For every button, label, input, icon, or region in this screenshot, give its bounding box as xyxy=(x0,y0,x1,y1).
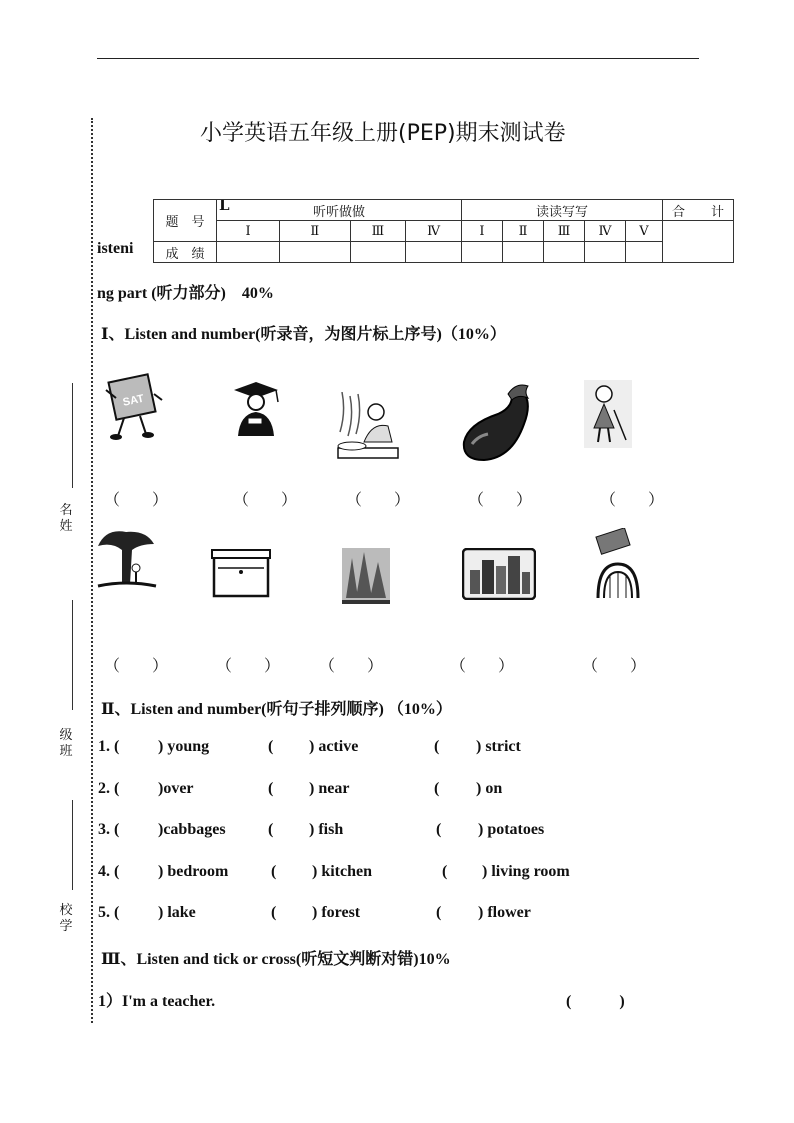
score-cell[interactable] xyxy=(585,242,626,263)
graduate-picture xyxy=(226,380,284,438)
score-cell[interactable] xyxy=(503,242,544,263)
open-paren[interactable]: ( xyxy=(271,863,277,880)
answer-blank[interactable]: （ ） xyxy=(104,490,169,509)
option-b: ) fish xyxy=(309,821,344,838)
side-label-school: 校学 xyxy=(59,903,73,934)
score-cell[interactable] xyxy=(544,242,585,263)
answer-blank[interactable]: （ ） xyxy=(468,490,533,509)
answer-blank[interactable]: （ ） xyxy=(450,656,515,675)
eggplant-picture xyxy=(458,378,538,464)
open-paren[interactable]: ( xyxy=(434,780,440,797)
answer-blank[interactable]: （ ） xyxy=(233,490,298,509)
option-a: )cabbages xyxy=(158,821,226,838)
tree-picture xyxy=(96,528,158,590)
open-paren[interactable]: ( xyxy=(436,821,442,838)
listen-col: Ⅰ xyxy=(217,221,280,242)
item-number: 3. ( xyxy=(98,821,120,838)
score-cell[interactable] xyxy=(462,242,503,263)
score-table xyxy=(153,199,734,263)
answer-blank[interactable]: ( ) xyxy=(566,993,625,1010)
side-label-name: 名姓 xyxy=(59,503,73,534)
forest-picture xyxy=(342,548,390,604)
option-c: ) on xyxy=(476,780,503,797)
sweeping-girl-picture xyxy=(584,380,632,448)
box-picture xyxy=(210,546,272,600)
score-cell[interactable] xyxy=(626,242,663,263)
bridge-picture xyxy=(592,528,644,600)
option-b: ) kitchen xyxy=(312,863,372,880)
city-picture xyxy=(462,548,536,600)
statement-1: 1）I'm a teacher. xyxy=(98,993,216,1010)
score-cell[interactable] xyxy=(406,242,462,263)
side-class-line xyxy=(72,600,73,710)
svg-text:SAT: SAT xyxy=(121,392,146,409)
answer-blank[interactable]: （ ） xyxy=(582,656,647,675)
option-b: ) active xyxy=(309,738,359,755)
listen-col: Ⅲ xyxy=(350,221,406,242)
row-label-number: 题 号 xyxy=(154,200,217,242)
score-cell[interactable] xyxy=(217,242,280,263)
stray-letter: L xyxy=(219,196,230,214)
open-paren[interactable]: ( xyxy=(442,863,448,880)
open-paren[interactable]: ( xyxy=(436,904,442,921)
answer-blank[interactable]: （ ） xyxy=(216,656,281,675)
option-b: ) near xyxy=(309,780,350,797)
option-b: ) forest xyxy=(312,904,361,921)
section1-title: Ⅰ、Listen and number(听录音，为图片标上序号)（10%） xyxy=(101,326,506,343)
option-a: ) lake xyxy=(158,904,196,921)
read-col: Ⅲ xyxy=(544,221,585,242)
item-number: 1. ( xyxy=(98,738,120,755)
option-c: ) flower xyxy=(478,904,531,921)
total-header: 合 计 xyxy=(663,200,734,221)
option-c: ) potatoes xyxy=(478,821,545,838)
read-col: Ⅳ xyxy=(585,221,626,242)
part-header: ng part (听力部分) 40% xyxy=(97,285,274,302)
score-cell[interactable] xyxy=(280,242,351,263)
option-c: ) living room xyxy=(482,863,570,880)
side-label-class: 级班 xyxy=(59,728,73,759)
open-paren[interactable]: ( xyxy=(268,780,274,797)
stray-fragment: isteni xyxy=(97,240,134,257)
open-paren[interactable]: ( xyxy=(271,904,277,921)
option-c: ) strict xyxy=(476,738,521,755)
answer-blank[interactable]: （ ） xyxy=(104,656,169,675)
read-col: Ⅴ xyxy=(626,221,663,242)
side-name-line xyxy=(72,383,73,488)
cooking-picture xyxy=(332,392,402,464)
item-number: 5. ( xyxy=(98,904,120,921)
read-col: Ⅱ xyxy=(503,221,544,242)
open-paren[interactable]: ( xyxy=(434,738,440,755)
row-label-score: 成 绩 xyxy=(154,242,217,263)
top-rule xyxy=(97,58,699,59)
answer-blank[interactable]: （ ） xyxy=(346,490,411,509)
item-number: 4. ( xyxy=(98,863,120,880)
read-col: Ⅰ xyxy=(462,221,503,242)
option-a: ) young xyxy=(158,738,210,755)
section2-title: Ⅱ、Listen and number(听句子排列顺序) （10%） xyxy=(101,701,452,718)
section3-title: Ⅲ、Listen and tick or cross(听短文判断对错)10% xyxy=(101,951,451,968)
listen-col: Ⅳ xyxy=(406,221,462,242)
side-school-line xyxy=(72,800,73,890)
total-cell[interactable] xyxy=(663,221,734,263)
open-paren[interactable]: ( xyxy=(268,738,274,755)
score-cell[interactable] xyxy=(350,242,406,263)
option-a: )over xyxy=(158,780,194,797)
answer-blank[interactable]: （ ） xyxy=(319,656,384,675)
group-listen: 听听做做 xyxy=(217,200,462,221)
sat-book-picture xyxy=(98,370,166,442)
item-number: 2. ( xyxy=(98,780,120,797)
binding-dotted-line xyxy=(91,118,93,1023)
group-read: 读读写写 xyxy=(462,200,663,221)
listen-col: Ⅱ xyxy=(280,221,351,242)
option-a: ) bedroom xyxy=(158,863,229,880)
answer-blank[interactable]: （ ） xyxy=(600,490,665,509)
page-title: 小学英语五年级上册(PEP)期末测试卷 xyxy=(200,121,566,146)
open-paren[interactable]: ( xyxy=(268,821,274,838)
